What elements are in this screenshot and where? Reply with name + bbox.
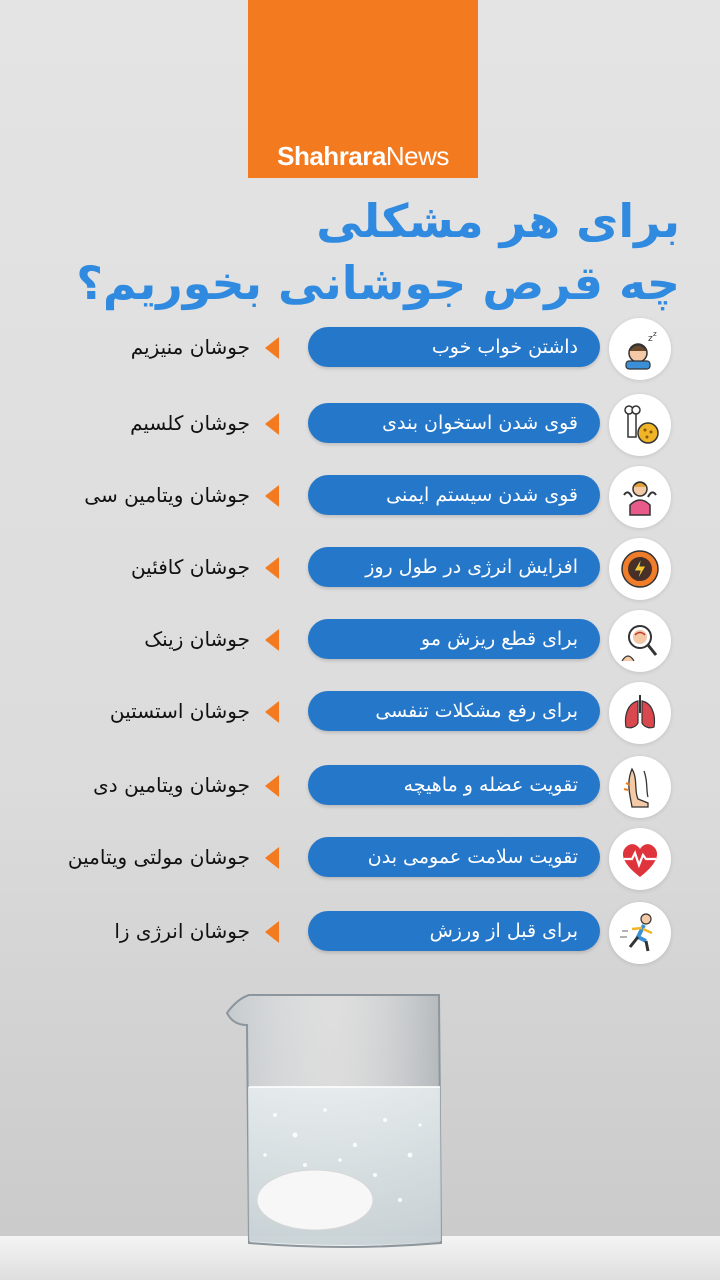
problem-pill: افزایش انرژی در طول روز: [308, 547, 600, 587]
answer-label: جوشان انرژی زا: [114, 919, 250, 943]
problem-pill: برای رفع مشکلات تنفسی: [308, 691, 600, 731]
runner-icon: [609, 902, 671, 964]
problem-pill: قوی شدن استخوان بندی: [308, 403, 600, 443]
svg-text:z: z: [653, 330, 657, 338]
list-item: [0, 605, 720, 677]
arrow-left-icon: [265, 847, 279, 869]
answer-label: جوشان استستین: [109, 699, 250, 723]
leg-muscle-icon: [609, 756, 671, 818]
arrow-left-icon: [265, 485, 279, 507]
arrow-left-icon: [265, 775, 279, 797]
answer-label: جوشان ویتامین دی: [93, 773, 250, 797]
problem-pill: داشتن خواب خوب: [308, 327, 600, 367]
svg-text:z: z: [648, 334, 653, 344]
arrow-left-icon: [265, 337, 279, 359]
strong-person-icon: [609, 466, 671, 528]
title-line-1: برای هر مشکلی: [316, 194, 680, 248]
answer-label: جوشان کافئین: [130, 555, 250, 579]
list-item: [0, 313, 720, 385]
problem-pill: برای قطع ریزش مو: [308, 619, 600, 659]
list-item: [0, 389, 720, 461]
beaker-image: [215, 985, 455, 1255]
answer-label: جوشان منیزیم: [130, 335, 250, 359]
list-item: [0, 677, 720, 749]
bone-icon: [609, 394, 671, 456]
brand-name: ShahraraNews: [277, 141, 449, 171]
hair-loss-magnifier-icon: [609, 610, 671, 672]
problem-pill: تقویت سلامت عمومی بدن: [308, 837, 600, 877]
energy-bolt-icon: [609, 538, 671, 600]
arrow-left-icon: [265, 557, 279, 579]
list-item: [0, 533, 720, 605]
answer-label: جوشان مولتی ویتامین: [67, 845, 250, 869]
arrow-left-icon: [265, 921, 279, 943]
arrow-left-icon: [265, 629, 279, 651]
lungs-icon: [609, 682, 671, 744]
answer-label: جوشان زینک: [144, 627, 250, 651]
brand-logo: [248, 0, 478, 178]
problem-pill: تقویت عضله و ماهیچه: [308, 765, 600, 805]
arrow-left-icon: [265, 701, 279, 723]
answer-label: جوشان کلسیم: [130, 411, 250, 435]
heart-pulse-icon: [609, 828, 671, 890]
problem-pill: قوی شدن سیستم ایمنی: [308, 475, 600, 515]
list-item: [0, 823, 720, 895]
arrow-left-icon: [265, 413, 279, 435]
page-title: [20, 190, 680, 314]
answer-label: جوشان ویتامین سی: [84, 483, 250, 507]
list-item: [0, 461, 720, 533]
sleep-icon: [609, 318, 671, 380]
title-line-2: چه قرص جوشانی بخوریم؟: [76, 256, 680, 310]
list-item: [0, 897, 720, 969]
problem-pill: برای قبل از ورزش: [308, 911, 600, 951]
list-item: [0, 751, 720, 823]
